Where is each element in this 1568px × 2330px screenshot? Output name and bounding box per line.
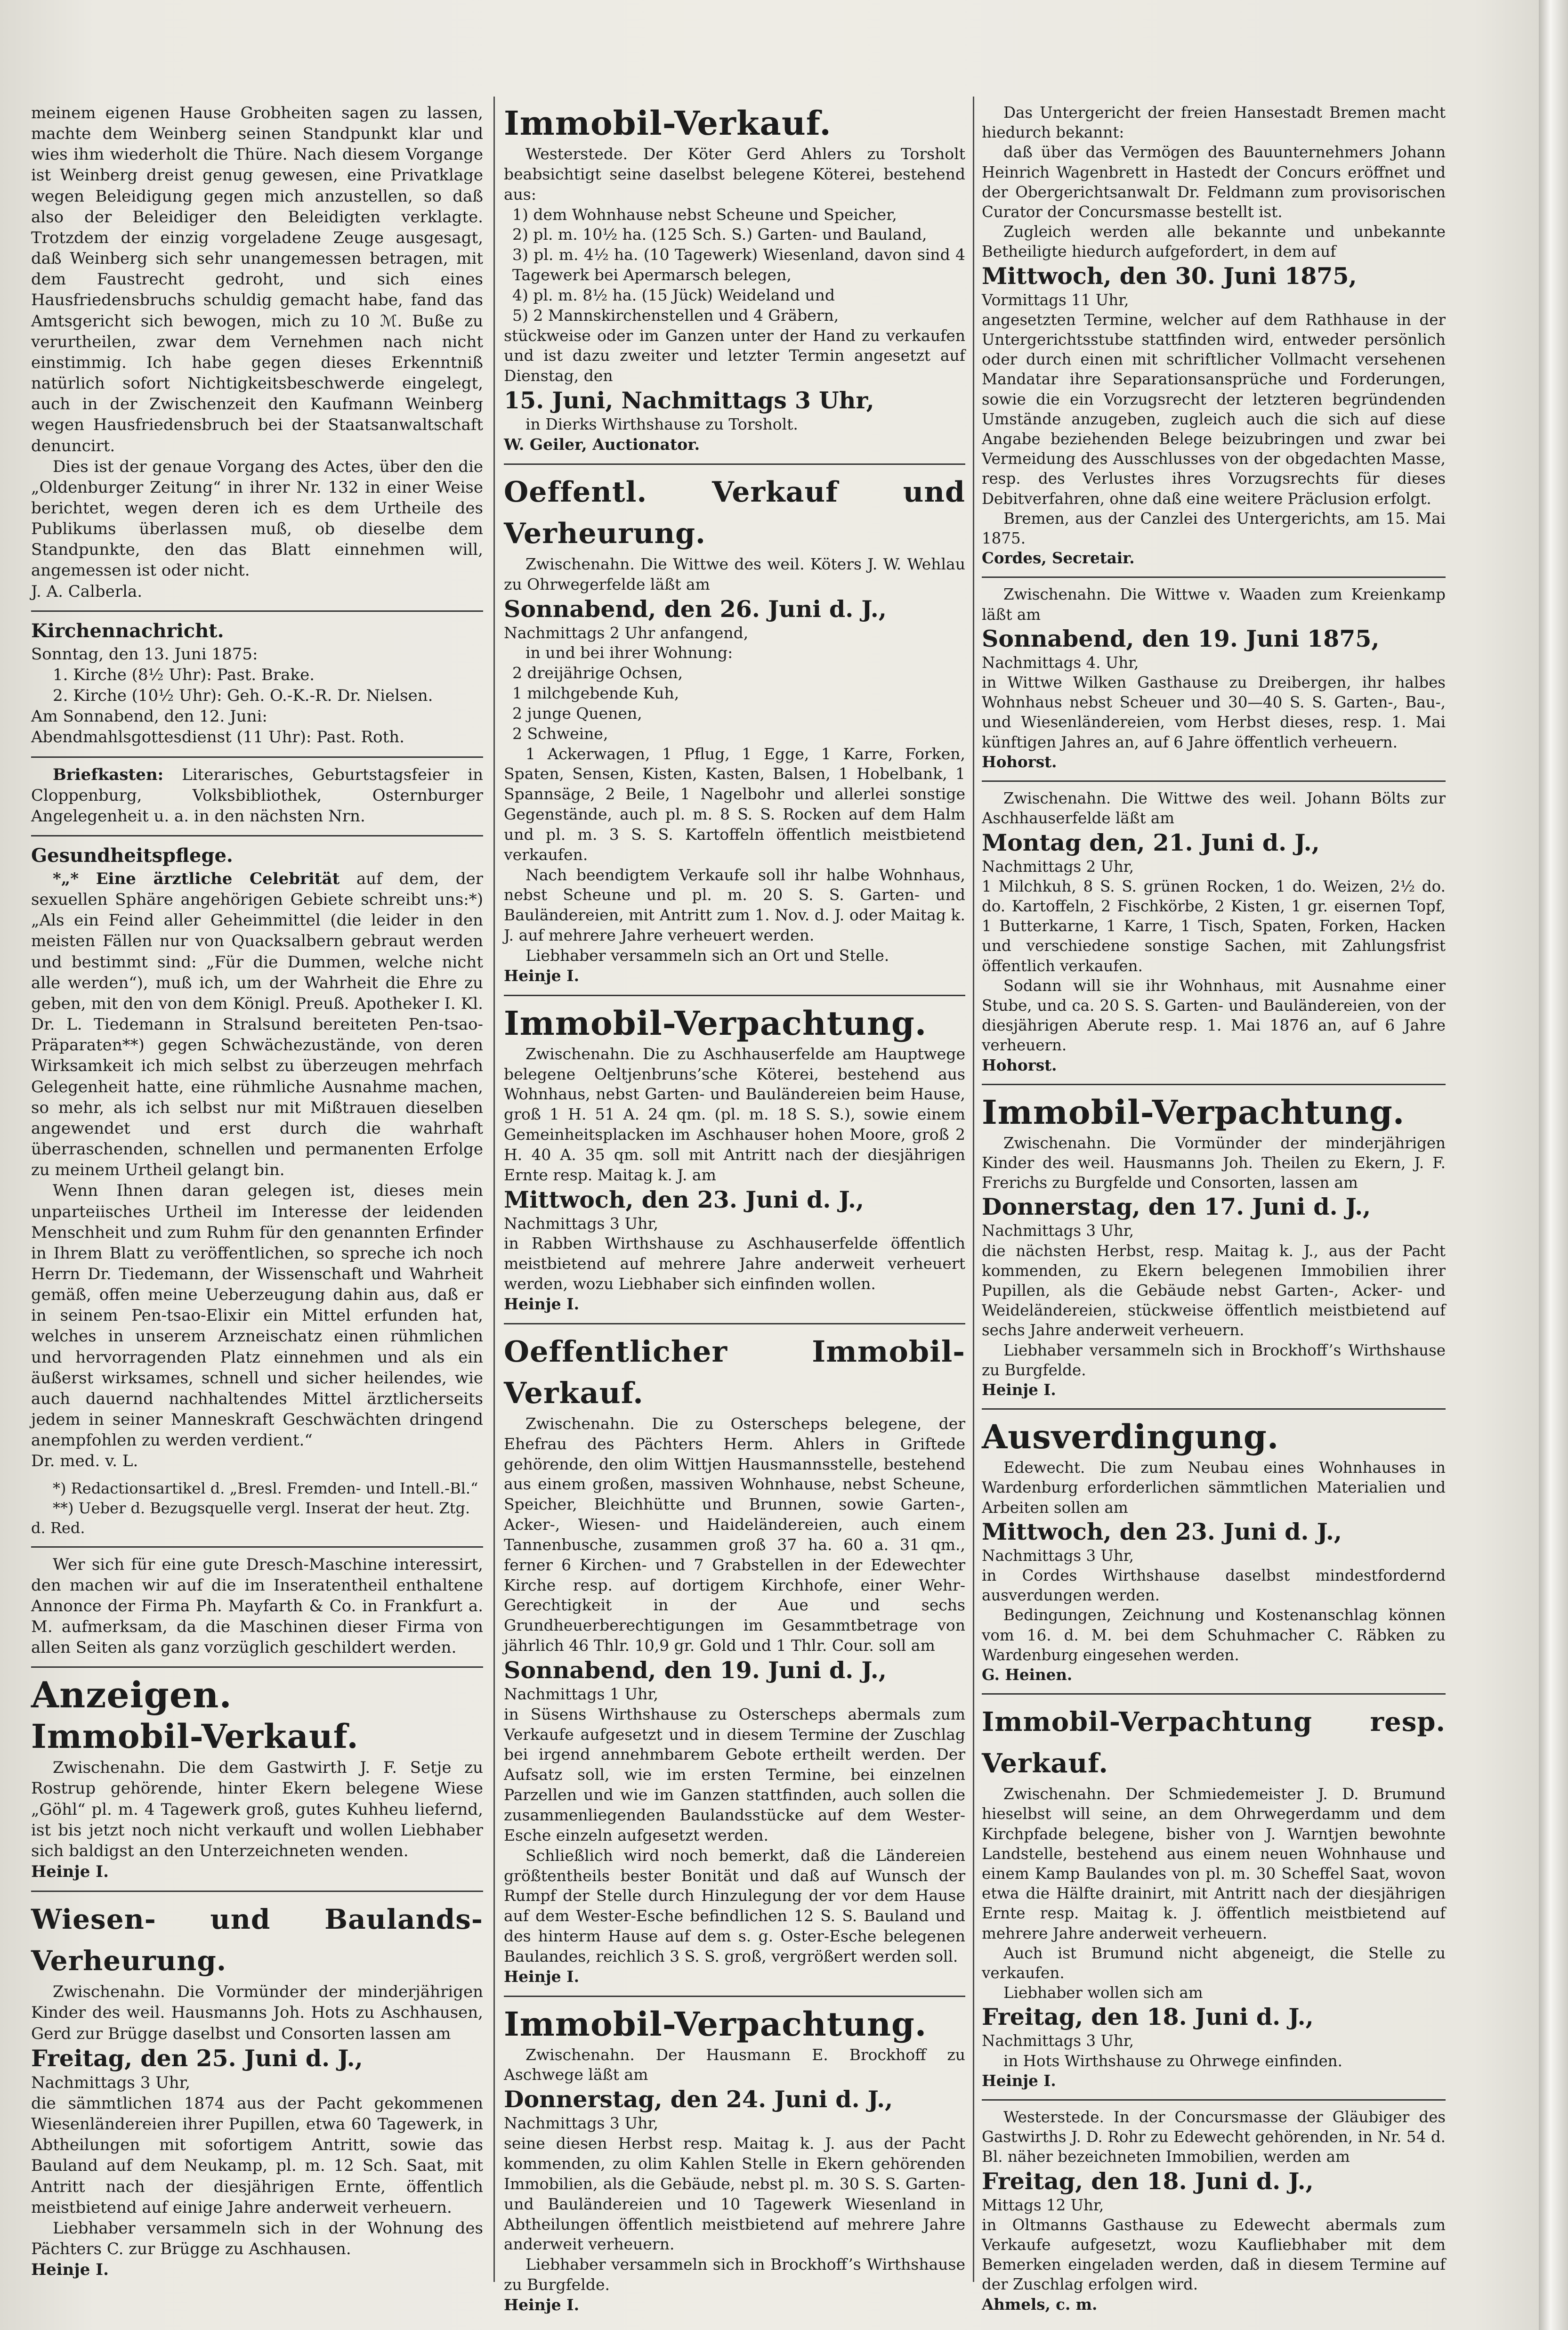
divider [504,995,965,996]
ad-text: Nach beendigtem Verkaufe soll ihr halbe Wohnhaus, nebst Scheune und pl. m. 20 S. S. Garten- und Bauländereien, mit Antritt zum 1. Nov. d. J. oder Maitag k. J. auf mehrere Jahre verheuert werden. [504,865,965,945]
ad-text: seine diesen Herbst resp. Maitag k. J. aus der Pacht kommenden, zu olim Kahlen Stelle in Ekern gehörenden Immobilien, als die Gebäude, nebst pl. m. 30 S. S. Garten- und Bauländereien und 10 Tagewerk Wiesenland in Abtheilungen öffentlich meistbietend auf mehrere Jahre anderweit verheuern. [504,2134,965,2254]
ad-time: Nachmittags 3 Uhr, [982,1546,1134,1565]
divider [31,1891,483,1892]
church-date: Sonntag, den 13. Juni 1875: [31,644,258,664]
briefkasten-text: Literarisches, Geburtstagsfeier in Cloppenburg, Volksbibliothek, Osternburger Angelegenheit u. a. in den nächsten Nrn. [31,765,483,826]
divider [504,463,965,465]
ad-signature: Hohorst. [982,752,1057,771]
divider [982,2099,1446,2101]
column-middle [504,103,965,2315]
ad-list-item: 4) pl. m. 8½ ha. (15 Jück) Weideland und [512,285,835,304]
ad-date: Donnerstag, den 17. Juni d. J., [982,1193,1371,1221]
ad-title: Wiesen- und Baulands-Verheurung. [31,1903,483,1977]
ad-text: 1 Ackerwagen, 1 Pflug, 1 Egge, 1 Karre, Forken, Spaten, Sensen, Kisten, Kasten, Balsen, 1 Hobelbank, 1 Spannsäge, 2 Beile, 1 Nagelbohr und allerlei sonstige Gegenstände, auch pl. m. 8 S. S. Rocken auf dem Halm und pl. m. 3 S. S. Kartoffeln öffentlich meistbietend verkaufen. [504,744,965,864]
ad-text: die nächsten Herbst, resp. Maitag k. J., aus der Pacht kommenden, zu Ekern belegenen Immobilien ihrer Pupillen, als die Gebäude nebst Garten-, Acker- und Weideländereien, stückweise öffentlich meistbietend auf sechs Jahre anderweit verheuern. [982,1242,1446,1340]
ad-text: Bremen, aus der Canzlei des Untergerichts, am 15. Mai 1875. [982,509,1446,548]
church-line: Am Sonnabend, den 12. Juni: [31,707,267,726]
ad-list-item: 3) pl. m. 4½ ha. (10 Tagewerk) Wiesenland, davon sind 4 Tagewerk bei Apermarsch belegen, [512,245,965,284]
ad-time: Mittags 12 Uhr, [982,2196,1104,2214]
divider [982,1693,1446,1695]
ad-list-item: 2 dreijährige Ochsen, [512,664,683,682]
ad-title: Immobil-Verpachtung. [504,1003,927,1043]
divider [504,1323,965,1324]
ad-text: in Oltmanns Gasthause zu Edewecht abermals zum Verkaufe aufgesetzt, wozu Kaufliebhaber mit dem Bemerken eingeladen werden, daß in diesem Termine auf der Zuschlag erfolgen wird. [982,2216,1446,2294]
ad-date: Freitag, den 25. Juni d. J., [31,2044,363,2072]
ad-title: Ausverdingung. [982,1417,1279,1457]
ad-list-item: 5) 2 Mannskirchenstellen und 4 Gräbern, [512,306,839,325]
page-edge [1539,0,1568,2330]
footnote: d. Red. [31,1518,85,1537]
ad-title: Immobil-Verkauf. [31,1717,359,1756]
column-divider [493,97,495,2282]
briefkasten-label: Briefkasten: [53,765,164,784]
ad-list-item: 2 junge Quenen, [512,704,642,723]
church-title: Kirchennachricht. [31,619,224,642]
ad-date: Sonnabend, den 19. Juni d. J., [504,1656,887,1684]
ad-date: Mittwoch, den 23. Juni d. J., [504,1185,864,1213]
ad-text: Zwischenahn. Die Wittwe des weil. Johann Bölts zur Aschhauserfelde läßt am [982,789,1446,828]
ad-date: Donnerstag, den 24. Juni d. J., [504,2086,893,2113]
ad-title: Immobil-Verkauf. [504,104,832,143]
divider [982,780,1446,782]
footnote: **) Ueber d. Bezugsquelle vergl. Inserat der heut. Ztg. [53,1499,470,1517]
ad-list-item: 1 milchgebende Kuh, [512,684,679,703]
divider [504,1996,965,1997]
ad-text: Westerstede. Der Köter Gerd Ahlers zu Torsholt beabsichtigt seine daselbst belegene Köterei, bestehend aus: [504,145,965,203]
ad-list-item: 1) dem Wohnhause nebst Scheune und Speicher, [512,205,897,224]
ad-title: Immobil-Verpachtung. [504,2004,927,2044]
ad-date: Mittwoch, den 30. Juni 1875, [982,262,1357,290]
ad-signature: Heinje I. [504,1294,580,1313]
ad-text: angesetzten Termine, welcher auf dem Rathhause in der Untergerichtsstube stattfinden wird, entweder persönlich oder durch einen mit schriftlicher Vollmacht versehenen Mandatar ihre Separationsansprüche und Forderungen, sowie die ein Vorzugsrecht der letzteren begründenden Umstände anzugeben, zugleich auch die sich auf diese Angabe beziehenden Belege beizubringen und zwar bei Vermeidung des Ausschlusses von der obgedachten Masse, resp. des Verlustes ihres Vorzugsrechts für dieses Debitverfahren, ohne daß eine weitere Präclusion erfolgt. [982,310,1446,508]
ad-time: Nachmittags 1 Uhr, [504,1684,659,1703]
health-text [31,869,483,1180]
ad-text: Liebhaber versammeln sich in Brockhoff’s Wirthshause zu Burgfelde. [982,1341,1446,1379]
ad-list-item: 2) pl. m. 10½ ha. (125 Sch. S.) Garten- und Bauland, [512,225,927,244]
column-right [982,103,1446,2314]
divider [31,835,483,836]
health-text: Wenn Ihnen daran gelegen ist, dieses mein unparteiisches Urtheil im Interesse der leidenden Menschheit und zum Ruhm für den genannten Erfinder in Ihrem Blatt zu veröffentlichen, so spreche ich noch Herrn Dr. Tiedemann, der Wissenschaft und Wahrheit gemäß, offen meine Ueberzeugung dahin aus, daß er in seinem Pen-tsao-Elixir ein Mittel erfunden hat, welches in unserem Arzneischatz einen rühmlichen und hervorragenden Platz einnehmen und als ein äußerst wirksames, schnell und sicher heilendes, wie auch dauernd nachhaltendes Mittel ärztlicherseits jedem in seiner Manneskraft Geschwächten dringend anempfohlen zu werden verdient.“ [31,1181,483,1450]
ad-text: in und bei ihrer Wohnung: [525,643,733,662]
ad-text: Zwischenahn. Der Hausmann E. Brockhoff zu Aschwege läßt am [504,2045,965,2084]
church-line: Abendmahlsgottesdienst (11 Uhr): Past. Roth. [31,728,404,747]
ad-text: in Hots Wirthshause zu Ohrwege einfinden. [1003,2052,1342,2070]
ad-text: Zwischenahn. Die dem Gastwirth J. F. Setje zu Rostrup gehörende, hinter Ekern belegene Wiese „Göhl“ pl. m. 4 Tagewerk groß, gutes Kuhheu liefernd, ist bis jetzt noch nicht verkauft und wollen Liebhaber sich baldigst an den Unterzeichneten wenden. [31,1758,483,1860]
ad-signature: Heinje I. [504,1967,580,1986]
ad-text: Zwischenahn. Die Wittwe v. Waaden zum Kreienkamp läßt am [982,585,1446,624]
ad-signature: Heinje I. [31,1862,109,1882]
ad-title: Immobil-Verpachtung resp. Verkauf. [982,1706,1446,1779]
ad-text: Bedingungen, Zeichnung und Kostenanschlag können vom 16. d. M. bei dem Schuhmacher C. Räbken zu Wardenburg eingesehen werden. [982,1606,1446,1664]
ad-text: in Süsens Wirthshause zu Osterscheps abermals zum Verkaufe aufgesetzt und in diesem Termine der Zuschlag bei irgend annehmbarem Gebote ertheilt werden. Der Aufsatz soll, wie im ersten Termine, bei einzelnen Parzellen und wie im Ganzen stattfinden, auch sollen die zusammenliegenden Baulandsstücke auf dem Wester-Esche einzeln aufgesetzt werden. [504,1705,965,1844]
letter-text: meinem eigenen Hause Grobheiten sagen zu lassen, machte dem Weinberg seinen Standpunkt klar und wies ihm wiederholt die Thüre. Nach diesem Vorgange ist Weinberg dreist genug gewesen, eine Privatklage wegen Beleidigung gegen mich anzustellen, so daß also der Beleidiger den Beleidigten verklagte. Trotzdem der einzig vorgeladene Zeuge ausgesagt, daß Weinberg sich sehr unangemessen betragen, mit dem Faustrecht gedroht, und sich eines Hausfriedensbruchs schuldig gemacht habe, fand das Amtsgericht sich bewogen, mich zu 10 ℳ. Buße zu verurtheilen, zwar dem Vernehmen nach nicht einstimmig. Ich habe gegen dieses Erkenntniß natürlich sofort Nichtigkeitsbeschwerde eingelegt, auch in der Zwischenzeit den Kaufmann Weinberg wegen Hausfriedensbruch bei der Staatsanwaltschaft denuncirt. [31,104,483,455]
ad-place: in Dierks Wirthshause zu Torsholt. [525,415,798,434]
section-title: Anzeigen. [31,1674,232,1716]
ad-text: Auch ist Brumund nicht abgeneigt, die Stelle zu verkaufen. [982,1944,1446,1982]
ad-text: daß über das Vermögen des Bauunternehmers Johann Heinrich Wagenbrett in Hastedt der Concurs eröffnet und der Obergerichtsanwalt Dr. Feldmann zum provisorischen Curator der Concursmasse bestellt ist. [982,143,1446,221]
ad-text: die sämmtlichen 1874 aus der Pacht gekommenen Wiesenländereien ihrer Pupillen, etwa 60 Tagewerk, in Abtheilungen mit sofortigem Antritt, sowie das Bauland auf dem Neukamp, pl. m. 12 Sch. Saat, mit Antritt nach der diesjährigen Ernte, öffentlich meistbietend auf einige Jahre anderweit verheuern. [31,2094,483,2217]
ad-time: Nachmittags 3 Uhr, [982,2032,1134,2050]
ad-text: in Cordes Wirthshause daselbst mindestfordernd ausverdungen werden. [982,1566,1446,1605]
divider [31,1546,483,1548]
ad-title: Immobil-Verpachtung. [982,1092,1405,1132]
health-title: Gesundheitspflege. [31,844,233,867]
ad-date: Montag den, 21. Juni d. J., [982,828,1320,856]
ad-time: Vormittags 11 Uhr, [982,291,1129,309]
ad-text: Westerstede. In der Concursmasse der Gläubiger des Gastwirths J. D. Rohr zu Edewecht gehörenden, in Nr. 54 d. Bl. näher bezeichneten Immobilien, werden am [982,2108,1446,2166]
ad-text: Edewecht. Die zum Neubau eines Wohnhauses in Wardenburg erforderlichen sämmtlichen Materialien und Arbeiten sollen am [982,1459,1446,1517]
ad-time: Nachmittags 3 Uhr, [504,2114,659,2133]
ad-time: Nachmittags 3 Uhr, [982,1222,1134,1240]
ad-text: Zwischenahn. Die zu Aschhauserfelde am Hauptwege belegene Oeltjenbruns’sche Köterei, bestehend aus Wohnhaus, nebst Garten- und Bauländereien beim Hause, groß 1 H. 51 A. 24 qm. (pl. m. 18 S. S.), sowie einem Gemeinheitsplacken im Aschhauser hohen Moore, groß 2 H. 40 A. 35 qm. soll mit Antritt nach der diesjährigen Ernte resp. Maitag k. J. am [504,1044,965,1184]
ad-text: Zwischenahn. Die Vormünder der minderjährigen Kinder des weil. Hausmanns Joh. Theilen zu Ekern, J. F. Frerichs zu Burgfelde und Consorten, lassen am [982,1134,1446,1192]
ad-time: Nachmittags 4. Uhr, [982,653,1139,672]
dresch-notice: Wer sich für eine gute Dresch-Maschine interessirt, den machen wir auf die im Inseratentheil enthaltene Annonce der Firma Ph. Mayfarth & Co. in Frankfurt a. M. aufmerksam, da die Maschinen dieser Firma von allen Seiten als ganz vorzüglich geschildert werden. [31,1555,483,1657]
ad-text: in Rabben Wirthshause zu Aschhauserfelde öffentlich meistbietend auf mehrere Jahre anderweit verheuert werden, wozu Liebhaber sich einfinden wollen. [504,1234,965,1293]
letter-signature: J. A. Calberla. [31,582,143,601]
health-lead: *„* Eine ärztliche Celebrität [53,869,340,888]
column-divider [973,97,974,2282]
ad-text: Das Untergericht der freien Hansestadt Bremen macht hiedurch bekannt: [982,104,1446,142]
ad-signature: Heinje I. [504,2295,580,2314]
health-signature: Dr. med. v. L. [31,1452,138,1471]
ad-date: Sonnabend, den 26. Juni d. J., [504,595,887,623]
ad-list [504,205,965,326]
divider [31,610,483,612]
ad-time: Nachmittags 2 Uhr, [982,857,1134,876]
ad-date: Freitag, den 18. Juni d. J., [982,2003,1314,2031]
ad-signature: Heinje I. [504,966,580,985]
ad-signature: W. Geiler, Auctionator. [504,435,700,454]
letter-text: Dies ist der genaue Vorgang des Actes, über den die „Oldenburger Zeitung“ in ihrer Nr. 132 in einer Weise berichtet, wegen deren ich es dem Urtheile des Publikums überlassen muß, ob dieselbe dem Standpunkte, den das Blatt einnehmen will, angemessen ist oder nicht. [31,457,483,580]
ad-text: Zwischenahn. Die Wittwe des weil. Köters J. W. Wehlau zu Ohrwegerfelde läßt am [504,554,965,593]
ad-text: Schließlich wird noch bemerkt, daß die Ländereien größtentheils bester Bonität und daß auf Wunsch der Rumpf der Stelle durch Hinzulegung der vor dem Hause auf dem Wester-Esche befindlichen 12 S. S. Bauland und des hinterm Hause auf dem s. g. Oster-Esche belegenen Baulandes, reichlich 3 S. S. groß, vergrößert werden soll. [504,1846,965,1965]
divider [31,1666,483,1668]
ad-text: 1 Milchkuh, 8 S. S. grünen Rocken, 1 do. Weizen, 2½ do. do. Kartoffeln, 2 Fischkörbe, 2 Kisten, 1 gr. eisernen Topf, 1 Butterkarne, 1 Karre, 1 Tisch, Spaten, Forken, Hacken und verschiedene sonstige Sachen, mit Zahlungsfrist öffentlich verkaufen. [982,877,1446,975]
ad-date: Mittwoch, den 23. Juni d. J., [982,1518,1342,1545]
ad-signature: Hohorst. [982,1055,1057,1074]
ad-signature: Cordes, Secretair. [982,549,1135,568]
ad-title: Oeffentlicher Immobil-Verkauf. [504,1334,965,1410]
ad-text: Zugleich werden alle bekannte und unbekannte Betheiligte hiedurch aufgefordert, in dem auf [982,223,1446,261]
divider [982,576,1446,578]
footnote: *) Redactionsartikel d. „Bresl. Fremden- und Intell.-Bl.“ [53,1479,478,1497]
church-line: 2. Kirche (10½ Uhr): Geh. O.-K.-R. Dr. Nielsen. [53,686,433,706]
ad-list [504,663,965,744]
ad-title: Oeffentl. Verkauf und Verheurung. [504,475,965,550]
ad-signature: Heinje I. [31,2260,109,2280]
church-line: 1. Kirche (8½ Uhr): Past. Brake. [53,665,315,684]
ad-signature: Ahmels, c. m. [982,2295,1098,2314]
ad-list-item: 2 Schweine, [512,724,608,743]
ad-text: in Wittwe Wilken Gasthause zu Dreibergen, ihr halbes Wohnhaus nebst Scheuer und 30—40 S. S. Garten-, Bau-, und Wiesenländereien, vom Herbst dieses, resp. 1. Mai künftigen Jahres an, auf 6 Jahre öffentlich verheuern. [982,674,1446,751]
ad-text: Liebhaber versammeln sich in Brockhoff’s Wirthshause zu Burgfelde. [504,2255,965,2294]
ad-text: Liebhaber versammeln sich in der Wohnung des Pächters C. zur Brügge zu Aschhausen. [31,2218,483,2258]
ad-date: Sonnabend, den 19. Juni 1875, [982,625,1380,652]
ad-text: Zwischenahn. Der Schmiedemeister J. D. Brumund hieselbst will seine, an dem Ohrwegerdamm und dem Kirchpfade belegene, bisher von J. Warntjen bewohnte Landstelle, bestehend aus einem neuen Wohnhause und einem Kamp Baulandes von pl. m. 30 Scheffel Saat, wovon etwa die Hälfte drainirt, mit Antritt nach der diesjährigen Ernte resp. Maitag k. J. öffentlich meistbietend auf mehrere Jahre anderweit verheuern. [982,1785,1446,1942]
ad-time: Nachmittags 3 Uhr, [31,2073,191,2092]
ad-text: Sodann will sie ihr Wohnhaus, mit Ausnahme einer Stube, und ca. 20 S. S. Garten- und Bauländereien, von der diesjährigen Aberute resp. 1. Mai 1876 an, auf 6 Jahre verheuern. [982,976,1446,1055]
ad-signature: Heinje I. [982,2071,1056,2090]
ad-text: stückweise oder im Ganzen unter der Hand zu verkaufen und ist dazu zweiter und letzter Termin angesetzt auf Dienstag, den [504,326,965,385]
divider [31,756,483,758]
ad-text: Liebhaber wollen sich am [1003,1984,1203,2002]
ad-signature: G. Heinen. [982,1665,1073,1684]
ad-signature: Heinje I. [982,1380,1056,1399]
health-body: auf dem, der sexuellen Sphäre angehörigen Gebiete schreibt uns:*) „Als ein Feind aller Geheimmittel (die leider in den meisten Fällen nur von Quacksalbern gebraut werden und bestimmt sind: „Für die Dummen, welche nicht alle werden“), muß ich, um der Wahrheit die Ehre zu geben, mit den von dem Königl. Preuß. Apotheker I. Kl. Dr. L. Tiedemann in Stralsund bereiteten Pen-tsao-Präparaten**) gegen Schwächezustände, von deren Wirksamkeit ich mich selbst zu überzeugen mehrfach Gelegenheit hatte, eine rühmliche Ausnahme machen, so mehr, als ich selbst nur mit Mißtrauen dieselben angewendet und erst durch die wahrhaft überraschenden, schnellen und permanenten Erfolge zu meinem Urtheil gelangt bin. [31,869,483,1180]
ad-time: Nachmittags 2 Uhr anfangend, [504,623,749,642]
briefkasten [31,764,483,827]
ad-text: Zwischenahn. Die Vormünder der minderjährigen Kinder des weil. Hausmanns Joh. Hots zu Aschhausen, Gerd zur Brügge daselbst und Consorten lassen am [31,1982,483,2043]
ad-time: Nachmittags 3 Uhr, [504,1214,659,1233]
divider [982,1408,1446,1410]
column-left [31,103,483,2280]
divider [982,1084,1446,1085]
ad-date: 15. Juni, Nachmittags 3 Uhr, [504,387,874,414]
ad-text: Liebhaber versammeln sich an Ort und Stelle. [525,946,889,965]
ad-date: Freitag, den 18. Juni d. J., [982,2167,1314,2195]
ad-text: Zwischenahn. Die zu Osterscheps belegene, der Ehefrau des Pächters Herm. Ahlers in Griftede gehörende, den olim Wittjen Hausmannsstelle, bestehend aus einem großen, massiven Wohnhause, nebst Scheune, Speicher, Bleichhütte und Brunnen, sowie Garten-, Acker-, Wiesen- und Haideländereien, auch einem Tannenbusche, zusammen groß 37 ha. 60 a. 31 qm., ferner 6 Kirchen- und 7 Grabstellen in der Edewechter Kirche resp. auf dortigem Kirchhofe, einer Wehr-Gerechtigkeit in der Aue und sechs Grundheuerberechtigungen im Gesammtbetrage von jährlich 46 Thlr. 10,9 gr. Gold und 1 Thlr. Cour. soll am [504,1414,965,1655]
